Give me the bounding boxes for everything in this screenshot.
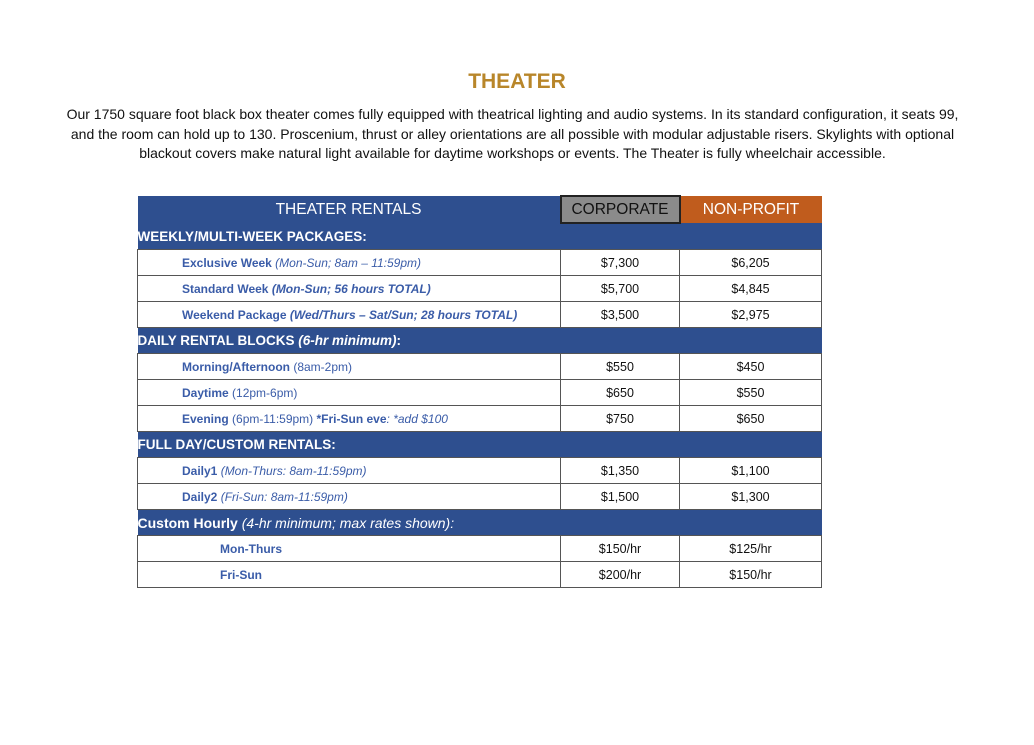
corporate-price: $550 [561, 354, 680, 380]
table-header-row [138, 196, 822, 223]
nonprofit-price: $550 [680, 380, 822, 406]
row-detail: (Fri-Sun: 8am-11:59pm) [217, 489, 348, 504]
corporate-price: $7,300 [561, 250, 680, 276]
section-title: FULL DAY/CUSTOM RENTALS: [138, 432, 822, 458]
row-detail: (Mon-Sun; 8am – 11:59pm) [271, 255, 422, 270]
row-detail: (Mon-Thurs: 8am-11:59pm) [217, 463, 367, 478]
corporate-price: $1,500 [561, 484, 680, 510]
section-title: WEEKLY/MULTI-WEEK PACKAGES: [138, 223, 822, 250]
section-note: (4-hr minimum; max rates shown): [237, 514, 455, 531]
corporate-price: $1,350 [561, 458, 680, 484]
nonprofit-price: $2,975 [680, 302, 822, 328]
corporate-price: $650 [561, 380, 680, 406]
corporate-price: $750 [561, 406, 680, 432]
section-title: Custom Hourly [137, 514, 238, 531]
row-name: Daytime [182, 385, 229, 400]
row-name: Evening [182, 411, 229, 426]
row-name: Daily1 [182, 463, 218, 478]
nonprofit-price: $6,205 [680, 250, 822, 276]
corporate-price: $200/hr [561, 562, 680, 588]
table-row [138, 406, 822, 432]
corporate-price: $150/hr [561, 536, 680, 562]
table-row [138, 302, 822, 328]
row-detail: (12pm-6pm) [228, 385, 298, 400]
nonprofit-price: $4,845 [680, 276, 822, 302]
table-row [138, 354, 822, 380]
intro-paragraph: Our 1750 square foot black box theater comes fully equipped with theatrical lighting and audio systems. In its standard configuration, it seats 99, and the room can hold up to 130. Proscenium, thrust or alley orientations are all possible with modular adjustable risers. Skylights with optional blackout covers make natural light available for daytime workshops or events. The Theater is fully wheelchair accessible. [66, 106, 959, 161]
table-row [138, 562, 822, 588]
section-custom-hourly [138, 510, 822, 536]
row-detail: (Wed/Thurs – Sat/Sun; 28 hours TOTAL) [286, 307, 518, 322]
row-detail: (Mon-Sun; 56 hours TOTAL) [268, 281, 431, 296]
table-row [138, 484, 822, 510]
nonprofit-price: $450 [680, 354, 822, 380]
row-name: Exclusive Week [182, 255, 272, 270]
section-full-day [138, 432, 822, 458]
table-row [138, 276, 822, 302]
table-row [138, 536, 822, 562]
header-corporate: CORPORATE [561, 196, 680, 223]
section-daily: DAILY RENTAL BLOCKS (6-hr minimum): [138, 328, 822, 354]
section-weekly [138, 223, 822, 250]
nonprofit-price: $125/hr [680, 536, 822, 562]
table-row [138, 250, 822, 276]
row-detail: (8am-2pm) [289, 359, 352, 374]
corporate-price: $5,700 [561, 276, 680, 302]
table-row [138, 458, 822, 484]
row-detail: (6pm-11:59pm) [228, 411, 317, 426]
row-name: Morning/Afternoon [182, 359, 290, 374]
row-name: Mon-Thurs [138, 536, 561, 562]
page-title: THEATER [468, 70, 566, 93]
section-note: (6-hr minimum) [298, 333, 397, 348]
row-extra-note: : *add $100 [386, 411, 448, 426]
row-name: Standard Week [182, 281, 269, 296]
table-row [138, 380, 822, 406]
rental-rates-table [137, 195, 822, 588]
nonprofit-price: $650 [680, 406, 822, 432]
row-extra: *Fri-Sun eve [316, 411, 387, 426]
header-non-profit: NON-PROFIT [680, 196, 822, 223]
nonprofit-price: $1,100 [680, 458, 822, 484]
row-name: Weekend Package [182, 307, 287, 322]
section-title: DAILY RENTAL BLOCKS [137, 333, 299, 348]
row-name: Fri-Sun [138, 562, 561, 588]
corporate-price: $3,500 [561, 302, 680, 328]
nonprofit-price: $1,300 [680, 484, 822, 510]
header-theater-rentals: THEATER RENTALS [138, 196, 561, 223]
nonprofit-price: $150/hr [680, 562, 822, 588]
row-name: Daily2 [182, 489, 218, 504]
